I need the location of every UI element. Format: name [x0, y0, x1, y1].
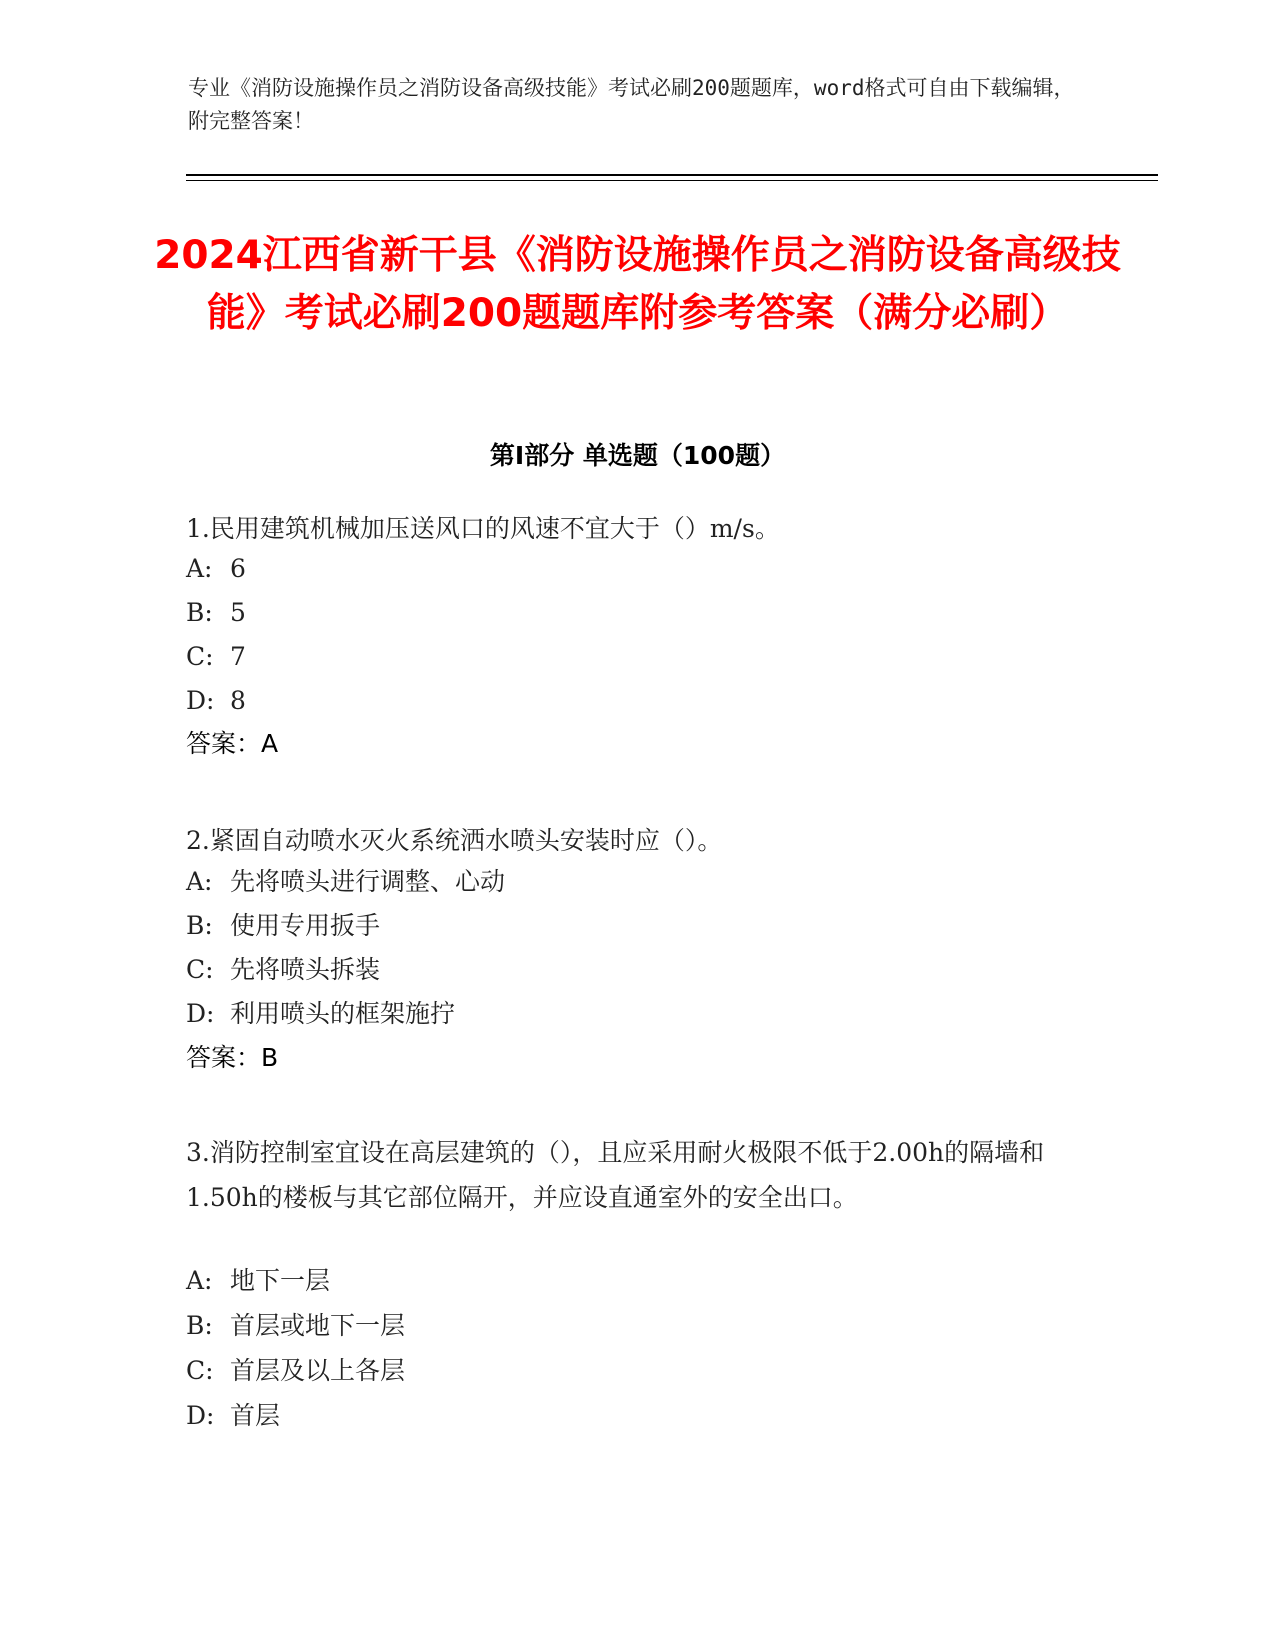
option-a: [186, 866, 505, 898]
document-title: 2024江西省新干县《消防设施操作员之消防设备高级技能》考试必刷200题题库附参考答案（满分必刷）: [154, 233, 1121, 336]
option-a: [186, 553, 246, 585]
option-text: 先将喷头拆装: [230, 955, 381, 984]
option-b: [186, 910, 380, 942]
option-text: 6: [230, 554, 246, 583]
question-stem: 2.紧固自动喷水灭火系统洒水喷头安装时应（）。: [186, 826, 723, 855]
option-b: [186, 597, 246, 629]
answer-line: 答案：A: [186, 729, 279, 758]
option-letter: B:: [186, 598, 213, 627]
section-heading: 第Ⅰ部分 单选题（100题）: [489, 441, 786, 470]
option-text: 首层及以上各层: [230, 1356, 406, 1385]
question-stem: 1.民用建筑机械加压送风口的风速不宜大于（）m/s。: [186, 514, 780, 543]
option-b: [186, 1310, 405, 1342]
option-letter: C:: [186, 955, 214, 984]
option-text: 7: [230, 642, 246, 671]
option-d: [186, 1400, 280, 1432]
answer-line: 答案：B: [186, 1043, 279, 1072]
header-divider-thick: [186, 174, 1158, 176]
option-text: 使用专用扳手: [230, 911, 381, 940]
option-text: 地下一层: [230, 1266, 331, 1295]
option-letter: D:: [186, 1401, 215, 1430]
option-text: 首层: [230, 1401, 281, 1430]
option-letter: A:: [186, 554, 213, 583]
option-c: [186, 641, 246, 673]
option-text: 先将喷头进行调整、心动: [230, 867, 506, 896]
header-note: 专业《消防设施操作员之消防设备高级技能》考试必刷200题题库，word格式可自由下载编辑，附完整答案！: [188, 76, 1075, 133]
option-letter: A:: [186, 867, 213, 896]
header-divider-thin: [186, 180, 1158, 181]
option-letter: D:: [186, 999, 215, 1028]
option-letter: A:: [186, 1266, 213, 1295]
option-d: [186, 685, 246, 717]
option-letter: B:: [186, 1311, 213, 1340]
option-text: 首层或地下一层: [230, 1311, 406, 1340]
option-letter: B:: [186, 911, 213, 940]
option-text: 8: [230, 686, 246, 715]
option-letter: C:: [186, 1356, 214, 1385]
option-text: 利用喷头的框架施拧: [230, 999, 456, 1028]
option-text: 5: [230, 598, 246, 627]
option-letter: D:: [186, 686, 215, 715]
option-c: [186, 1355, 405, 1387]
option-c: [186, 954, 380, 986]
option-a: [186, 1265, 330, 1297]
option-letter: C:: [186, 642, 214, 671]
option-d: [186, 998, 455, 1030]
question-stem: 3.消防控制室宜设在高层建筑的（），且应采用耐火极限不低于2.00h的隔墙和1.50h的楼板与其它部位隔开，并应设直通室外的安全出口。: [186, 1138, 1045, 1212]
